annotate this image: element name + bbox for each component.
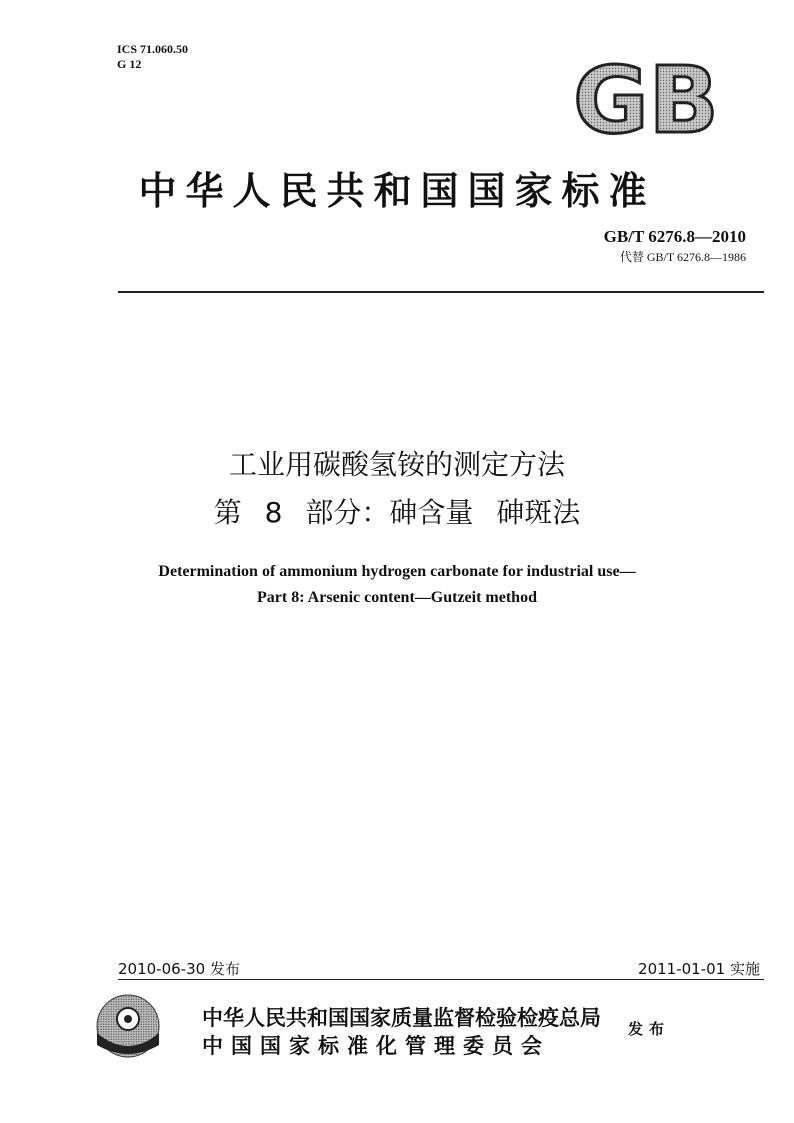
gb-logo-text: GB [573, 58, 719, 140]
ics-code: ICS 71.060.50 [117, 42, 189, 56]
english-title-line2: Part 8: Arsenic content—Gutzeit method [257, 589, 537, 606]
replaces-standard: 代替 GB/T 6276.8—1986 [619, 250, 746, 264]
standard-number: GB/T 6276.8—2010 [603, 227, 746, 246]
bottom-divider [118, 979, 764, 980]
standard-title: 中华人民共和国国家标准 [138, 168, 656, 213]
issuer-line1: 中华人民共和国国家质量监督检验检疫总局 [202, 1005, 601, 1030]
classification-codes [117, 42, 188, 72]
top-divider [118, 291, 764, 293]
implementation-date: 2011-01-01 实施 [638, 960, 760, 978]
gb-logo [566, 58, 726, 140]
issuer-line2: 中国国家标准化管理委员会 [202, 1033, 550, 1058]
english-title-line1: Determination of ammonium hydrogen carbonate for industrial use— [158, 563, 636, 580]
chinese-title-line2: 第 8 部分：砷含量 砷斑法 [213, 496, 581, 529]
issue-date: 2010-06-30 发布 [118, 960, 240, 978]
publish-label: 发布 [628, 1020, 671, 1038]
class-code: G 12 [117, 57, 142, 71]
national-emblem-seal [95, 993, 161, 1059]
chinese-title-line1: 工业用碳酸氢铵的测定方法 [228, 448, 565, 481]
